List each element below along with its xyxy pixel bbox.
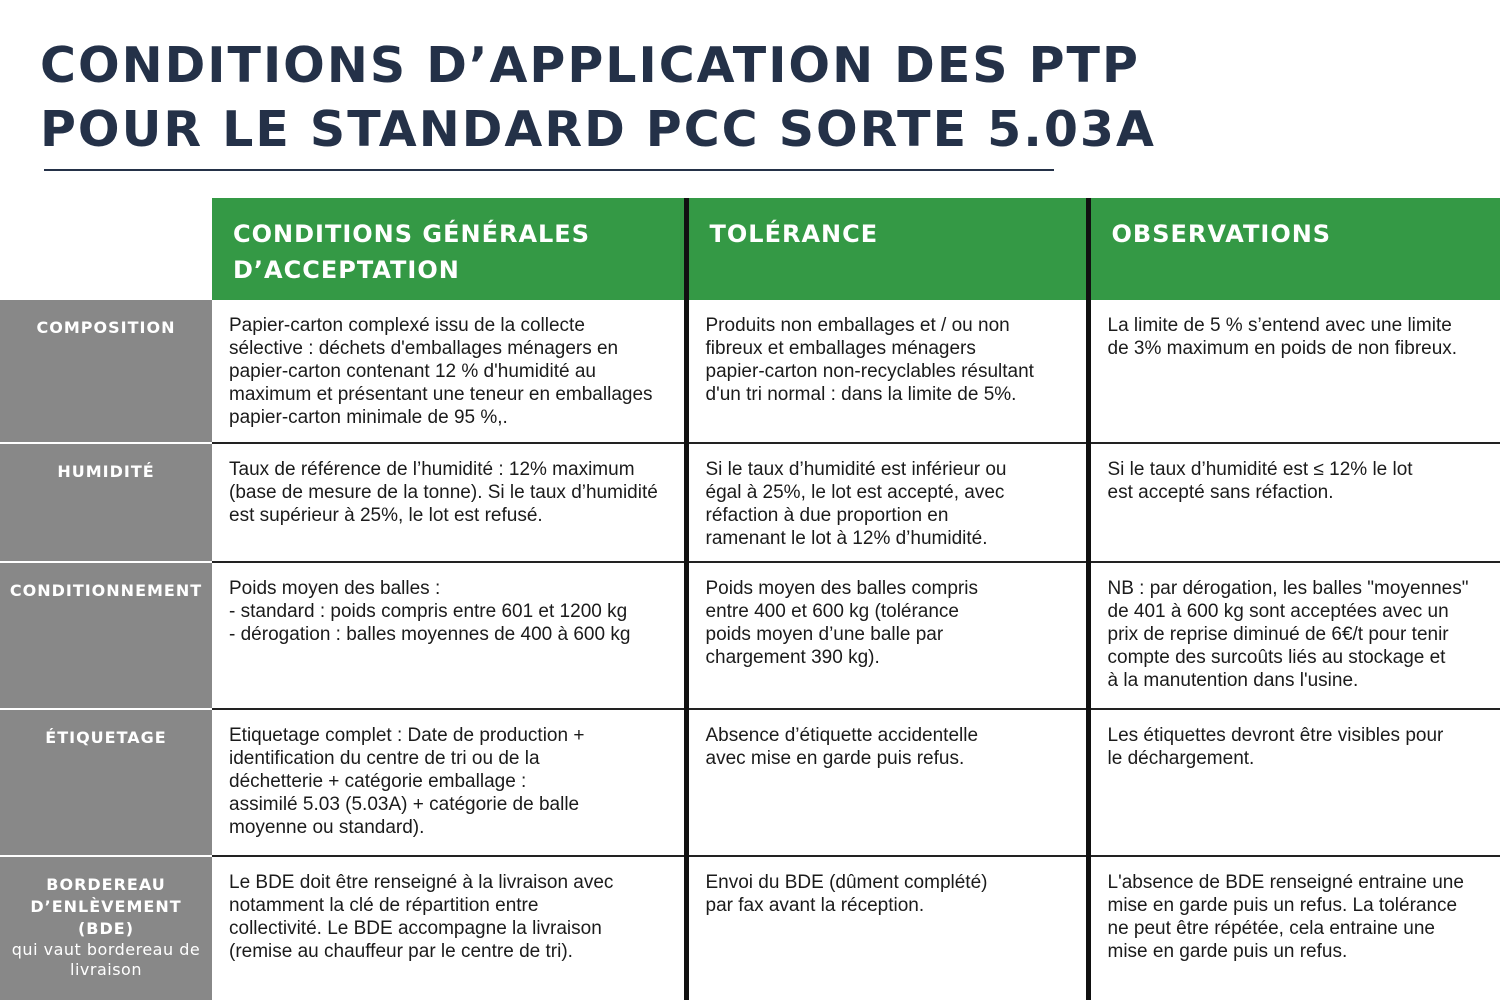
table-row xyxy=(0,709,1500,856)
table-row xyxy=(0,856,1500,1000)
cell-tolerance: Produits non emballages et / ou non fibreux et emballages ménagers papier-carton non-recyclables résultant d'un tri normal : dans la limite de 5%. xyxy=(686,300,1088,443)
cell-observations: Les étiquettes devront être visibles pour le déchargement. xyxy=(1088,709,1500,856)
row-label-etiquetage: ÉTIQUETAGE xyxy=(0,709,212,856)
row-label-composition: COMPOSITION xyxy=(0,300,212,443)
cell-conditions: Poids moyen des balles : - standard : poids compris entre 601 et 1200 kg - dérogation : balles moyennes de 400 à 600 kg xyxy=(212,562,686,709)
cell-observations: L'absence de BDE renseigné entraine une mise en garde puis un refus. La tolérance ne peut être répétée, cela entraine une mise en garde puis un refus. xyxy=(1088,856,1500,1000)
header-corner xyxy=(0,198,212,300)
row-label-conditionnement: CONDITIONNEMENT xyxy=(0,562,212,709)
acceptance-table xyxy=(0,198,1500,1000)
table-header-row xyxy=(0,198,1500,300)
cell-conditions: Taux de référence de l’humidité : 12% maximum (base de mesure de la tonne). Si le taux d’humidité est supérieur à 25%, le lot est refusé. xyxy=(212,443,686,562)
header-conditions: CONDITIONS GÉNÉRALES D’ACCEPTATION xyxy=(212,198,686,300)
title-line-2: POUR LE STANDARD PCC SORTE 5.03A xyxy=(40,101,1156,158)
cell-tolerance: Poids moyen des balles compris entre 400 et 600 kg (tolérance poids moyen d’une balle par chargement 390 kg). xyxy=(686,562,1088,709)
page-title xyxy=(40,34,1156,162)
cell-conditions: Le BDE doit être renseigné à la livraison avec notamment la clé de répartition entre collectivité. Le BDE accompagne la livraison (remise au chauffeur par le centre de tri). xyxy=(212,856,686,1000)
cell-observations: NB : par dérogation, les balles "moyennes" de 401 à 600 kg sont acceptées avec un prix de reprise diminué de 6€/t pour tenir compte des surcoûts liés au stockage et à la manutention dans l'usine. xyxy=(1088,562,1500,709)
header-tolerance: TOLÉRANCE xyxy=(686,198,1088,300)
row-label-bordereau: BORDEREAU D’ENLÈVEMENT (BDE) qui vaut bordereau de livraison xyxy=(0,856,212,1000)
header-observations: OBSERVATIONS xyxy=(1088,198,1500,300)
row-label-humidite: HUMIDITÉ xyxy=(0,443,212,562)
cell-conditions: Papier-carton complexé issu de la collecte sélective : déchets d'emballages ménagers en papier-carton contenant 12 % d'humidité au maximum et présentant une teneur en emballages papier-carton minimale de 95 %,. xyxy=(229,315,653,428)
title-line-1: CONDITIONS D’APPLICATION DES PTP xyxy=(40,37,1140,94)
title-underline xyxy=(44,169,1054,171)
cell-tolerance: Si le taux d’humidité est inférieur ou égal à 25%, le lot est accepté, avec réfaction à due proportion en ramenant le lot à 12% d’humidité. xyxy=(686,443,1088,562)
cell-observations: Si le taux d’humidité est ≤ 12% le lot est accepté sans réfaction. xyxy=(1088,443,1500,562)
table-row xyxy=(0,443,1500,562)
row-sublabel: qui vaut bordereau de livraison xyxy=(11,940,201,979)
table-row xyxy=(0,562,1500,709)
cell-conditions: Etiquetage complet : Date de production + identification du centre de tri ou de la déchetterie + catégorie emballage : assimilé 5.03 (5.03A) + catégorie de balle moyenne ou standard). xyxy=(212,709,686,856)
cell-tolerance: Absence d’étiquette accidentelle avec mise en garde puis refus. xyxy=(686,709,1088,856)
cell-tolerance: Envoi du BDE (dûment complété) par fax avant la réception. xyxy=(686,856,1088,1000)
table-row xyxy=(0,300,1500,443)
cell-observations: La limite de 5 % s’entend avec une limite de 3% maximum en poids de non fibreux. xyxy=(1088,300,1500,443)
